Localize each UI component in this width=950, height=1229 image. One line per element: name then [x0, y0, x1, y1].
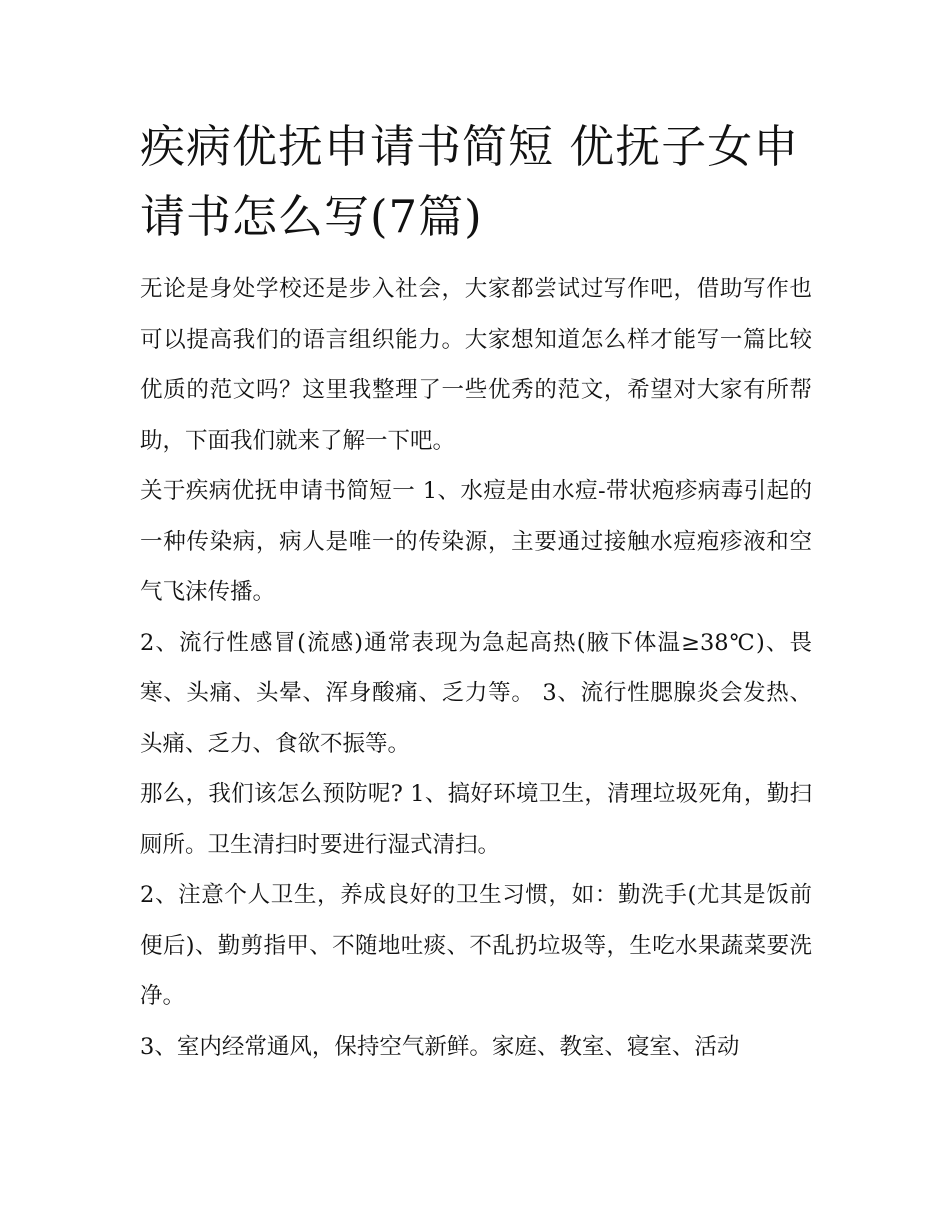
paragraph-flu-mumps: 2、流行性感冒(流感)通常表现为急起高热(腋下体温≥38℃)、畏寒、头痛、头晕、浑身酸痛、乏力等。 3、流行性腮腺炎会发热、头痛、乏力、食欲不振等。: [140, 629, 812, 757]
paragraph-prevention-ventilation: 3、室内经常通风，保持空气新鲜。家庭、教室、寝室、活动: [140, 1033, 740, 1060]
paragraph-prevention-hygiene: 2、注意个人卫生，养成良好的卫生习惯，如：勤洗手(尤其是饭前便后)、勤剪指甲、不随地吐痰、不乱扔垃圾等，生吃水果蔬菜要洗净。: [140, 882, 812, 1009]
document-body: [140, 112, 812, 1072]
document-title: 疾病优抚申请书简短 优抚子女申请书怎么写(7篇): [140, 120, 800, 243]
paragraph-prevention-environment: 那么，我们该怎么预防呢? 1、搞好环境卫生，清理垃圾死角，勤扫厕所。卫生清扫时要进行湿式清扫。: [140, 781, 812, 858]
paragraph-chickenpox: 关于疾病优抚申请书简短一 1、水痘是由水痘-带状疱疹病毒引起的一种传染病，病人是唯一的传染源，主要通过接触水痘疱疹液和空气飞沫传播。: [140, 478, 812, 605]
paragraph-intro: 无论是身处学校还是步入社会，大家都尝试过写作吧，借助写作也可以提高我们的语言组织能力。大家想知道怎么样才能写一篇比较优质的范文吗？这里我整理了一些优秀的范文，希望对大家有所帮助，下面我们就来了解一下吧。: [140, 276, 812, 454]
